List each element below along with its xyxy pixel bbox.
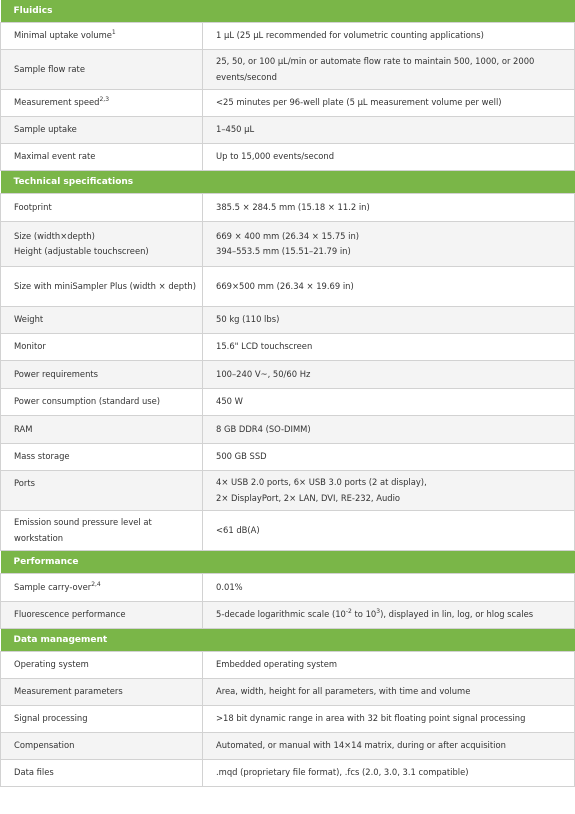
section-title: Performance <box>1 551 575 574</box>
table-row <box>1 117 575 144</box>
row-label: Signal processing <box>1 706 203 733</box>
section-title: Technical specifications <box>1 171 575 194</box>
section-header-technical-specifications <box>1 171 575 194</box>
table-row <box>1 50 575 90</box>
table-row <box>1 267 575 307</box>
row-value: 5-decade logarithmic scale ($10^{-2}$ to $10^3$), displayed in lin, log, or hlog scales <box>203 602 575 629</box>
row-value: Area, width, height for all parameters, with time and volume <box>203 679 575 706</box>
row-value: Embedded operating system <box>203 652 575 679</box>
row-label: Compensation <box>1 733 203 760</box>
row-label: Ports <box>1 471 203 511</box>
row-value: .mqd (proprietary file format), .fcs (2.0, 3.0, 3.1 compatible) <box>203 760 575 787</box>
row-value: 8 GB DDR4 (SO-DIMM) <box>203 416 575 444</box>
row-label: Monitor <box>1 334 203 361</box>
row-value: 1–450 µL <box>203 117 575 144</box>
row-value: 385.5 × 284.5 mm (15.18 × 11.2 in) <box>203 194 575 222</box>
row-value: >18 bit dynamic range in area with 32 bit floating point signal processing <box>203 706 575 733</box>
table-row <box>1 679 575 706</box>
row-label: Data files <box>1 760 203 787</box>
row-label: Measurement parameters <box>1 679 203 706</box>
row-label: Mass storage <box>1 444 203 471</box>
row-value: 25, 50, or 100 µL/min or automate flow rate to maintain 500, 1000, or 2000 events/second <box>203 50 575 90</box>
row-label: Size with miniSampler Plus (width × depth) <box>1 267 203 307</box>
row-value: <61 dB(A) <box>203 511 575 551</box>
row-label: Maximal event rate <box>1 144 203 171</box>
row-value: 450 W <box>203 389 575 416</box>
footnote-ref: 2,3 <box>99 96 110 104</box>
row-value: 669×500 mm (26.34 × 19.69 in) <box>203 267 575 307</box>
row-label: Measurement speed$^{2,3}$ <box>1 90 203 117</box>
table-row <box>1 511 575 551</box>
row-label: Footprint <box>1 194 203 222</box>
row-label: Sample flow rate <box>1 50 203 90</box>
table-row <box>1 471 575 511</box>
row-value: 15.6" LCD touchscreen <box>203 334 575 361</box>
table-row <box>1 706 575 733</box>
table-row <box>1 334 575 361</box>
row-value: 669 × 400 mm (26.34 × 15.75 in) 394–553.5 mm (15.51–21.79 in) <box>203 222 575 267</box>
row-value: 1 µL (25 µL recommended for volumetric counting applications) <box>203 23 575 50</box>
row-value: 500 GB SSD <box>203 444 575 471</box>
table-row <box>1 733 575 760</box>
table-row <box>1 652 575 679</box>
section-header-performance <box>1 551 575 574</box>
table-row <box>1 361 575 389</box>
footnote-ref: 1 <box>111 29 116 37</box>
section-header-fluidics <box>1 0 575 23</box>
row-label: Operating system <box>1 652 203 679</box>
row-value: Automated, or manual with 14×14 matrix, during or after acquisition <box>203 733 575 760</box>
row-label: Sample uptake <box>1 117 203 144</box>
row-label: Minimal uptake volume$^1$ <box>1 23 203 50</box>
row-label: Power consumption (standard use) <box>1 389 203 416</box>
row-label: Power requirements <box>1 361 203 389</box>
table-row <box>1 90 575 117</box>
table-row <box>1 416 575 444</box>
table-row <box>1 23 575 50</box>
row-label: Weight <box>1 307 203 334</box>
row-label: RAM <box>1 416 203 444</box>
table-row <box>1 307 575 334</box>
table-row <box>1 444 575 471</box>
table-row <box>1 760 575 787</box>
row-label: Size (width×depth) Height (adjustable touchscreen) <box>1 222 203 267</box>
row-value: 0.01% <box>203 574 575 602</box>
table-row <box>1 194 575 222</box>
section-title: Fluidics <box>1 0 575 23</box>
row-label: Sample carry-over$^{2,4}$ <box>1 574 203 602</box>
row-value: 50 kg (110 lbs) <box>203 307 575 334</box>
table-row <box>1 602 575 629</box>
row-value: 100–240 V~, 50/60 Hz <box>203 361 575 389</box>
table-row <box>1 144 575 171</box>
footnote-ref: 2,4 <box>91 580 101 588</box>
row-value: 4× USB 2.0 ports, 6× USB 3.0 ports (2 at display), 2× DisplayPort, 2× LAN, DVI, RE-232, Audio <box>203 471 575 511</box>
table-row <box>1 222 575 267</box>
table-row <box>1 574 575 602</box>
row-label: Fluorescence performance <box>1 602 203 629</box>
section-header-data-management <box>1 629 575 652</box>
row-value: Up to 15,000 events/second <box>203 144 575 171</box>
section-title: Data management <box>1 629 575 652</box>
table-row <box>1 389 575 416</box>
row-label: Emission sound pressure level at workstation <box>1 511 203 551</box>
row-value: <25 minutes per 96-well plate (5 µL measurement volume per well) <box>203 90 575 117</box>
